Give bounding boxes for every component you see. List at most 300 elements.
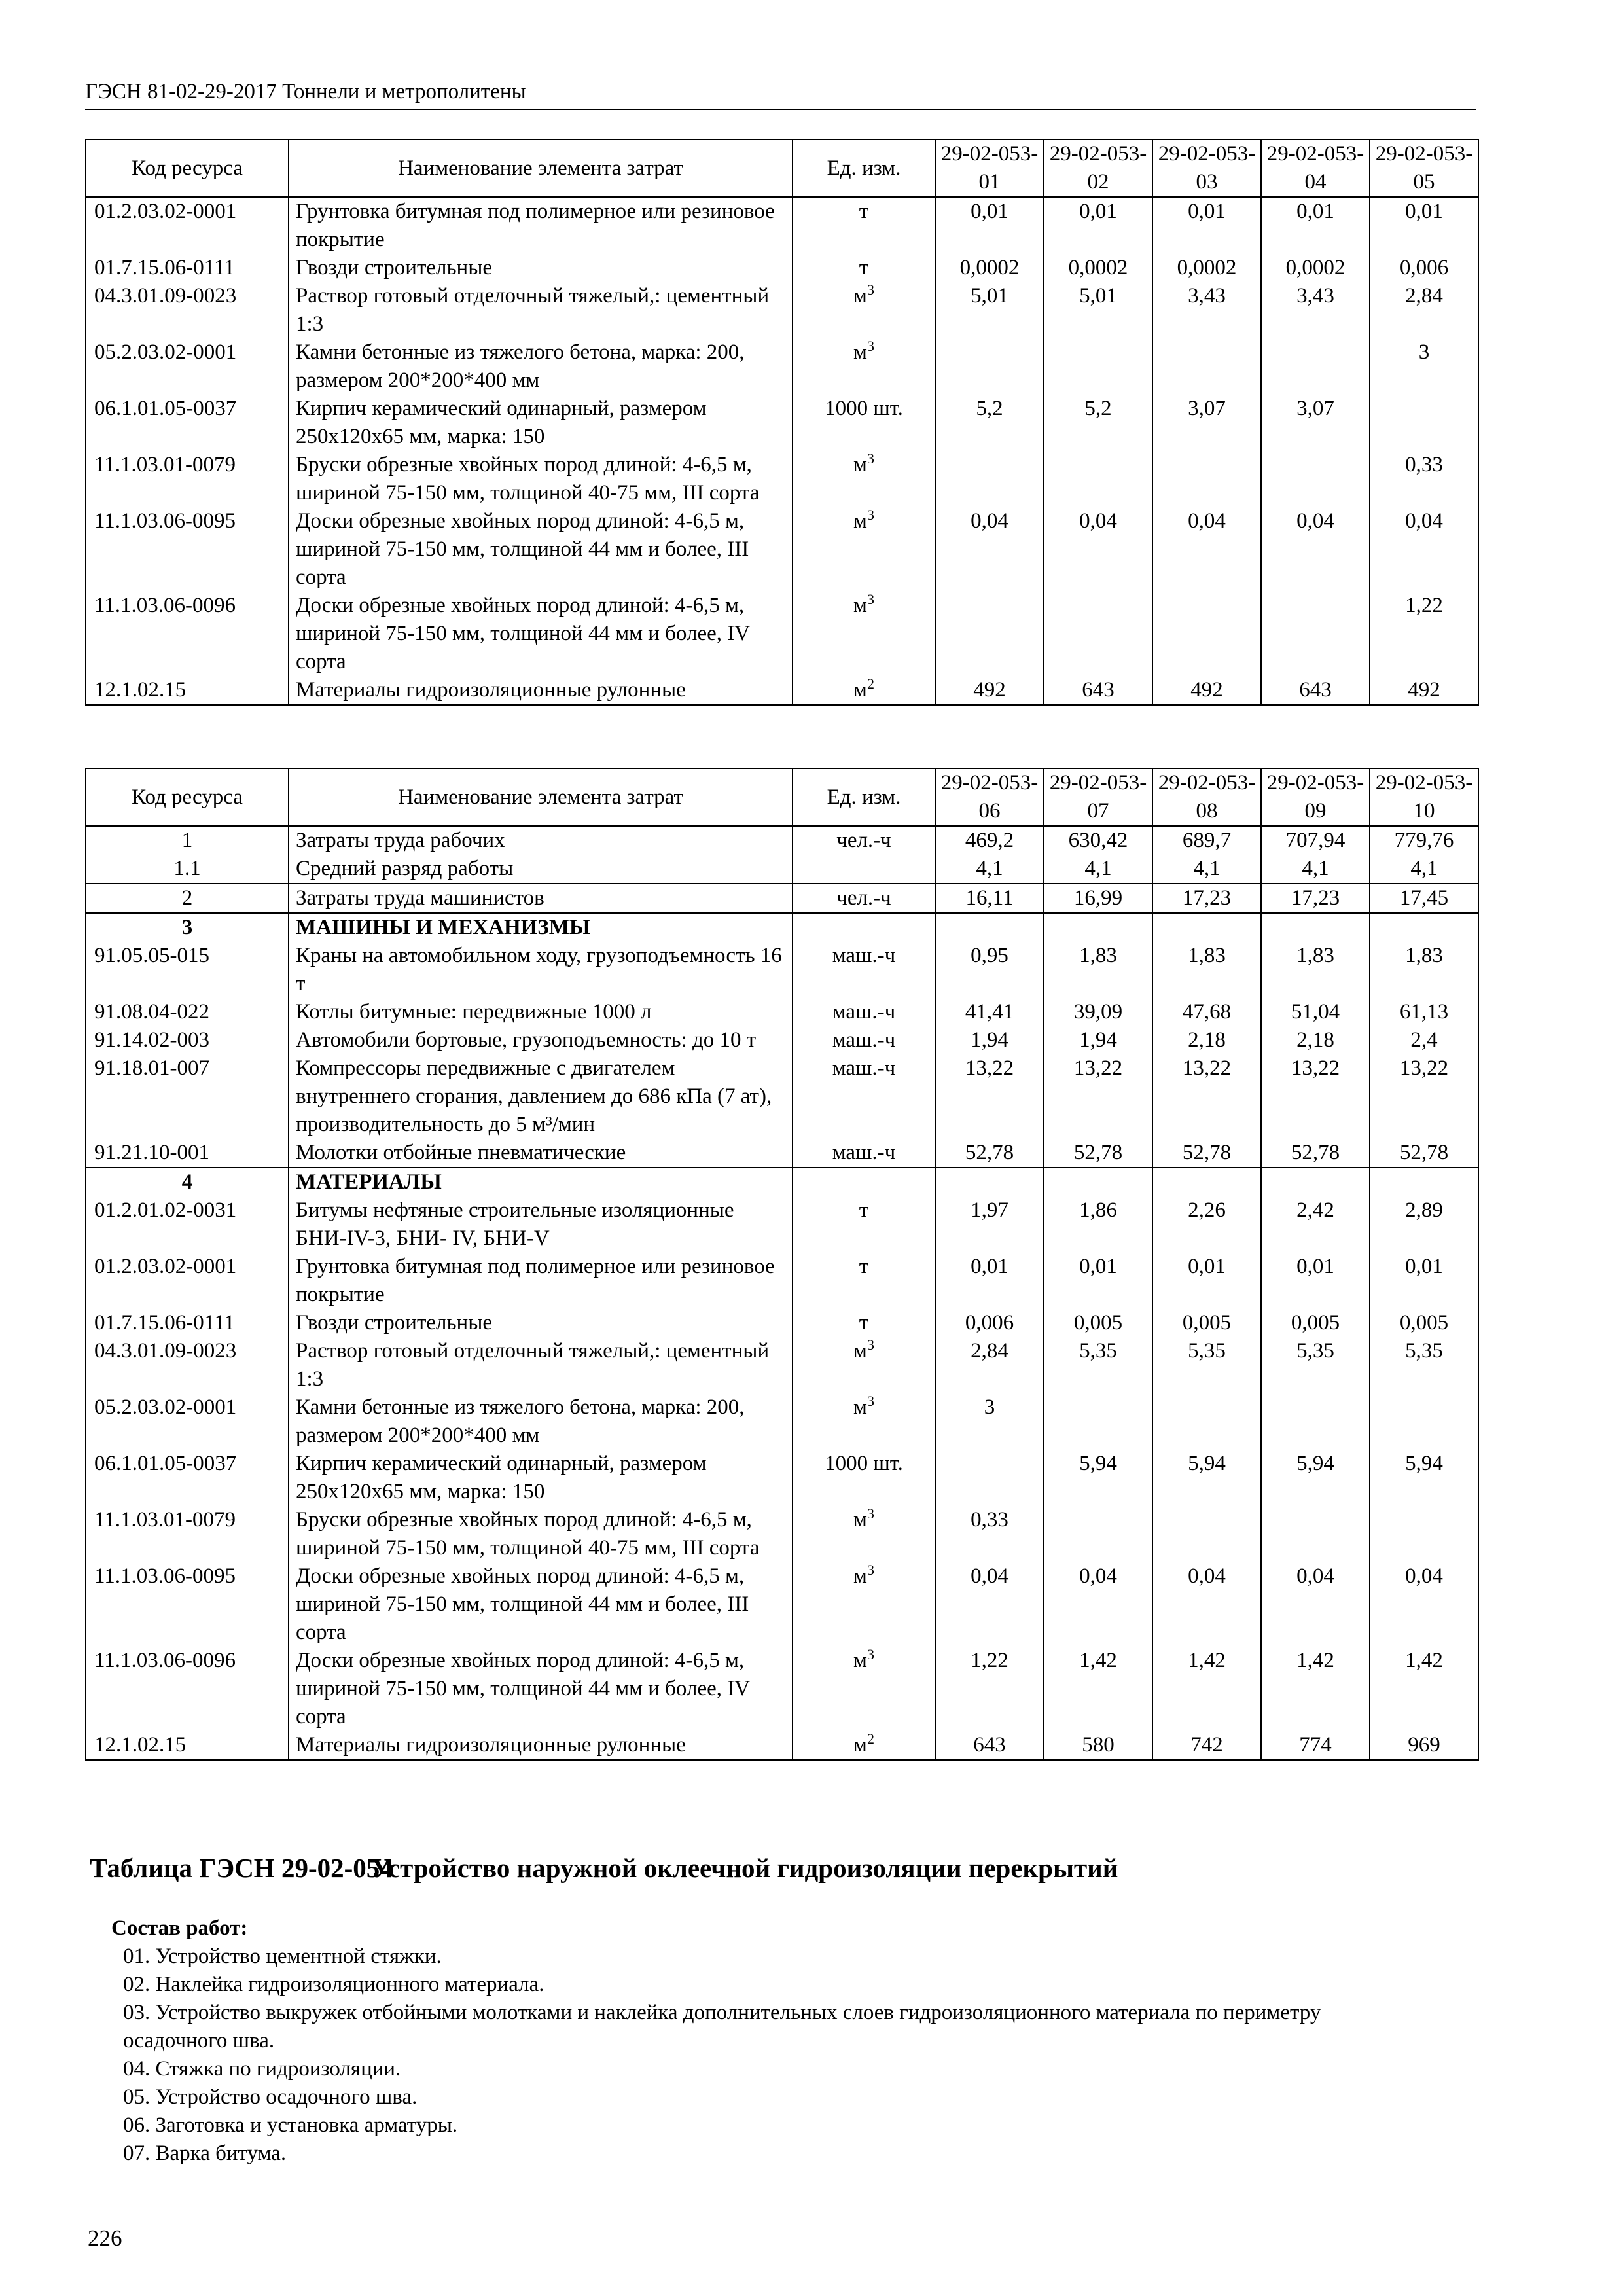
value-cell: 5,94 (1044, 1450, 1152, 1506)
value-cell: 5,94 (1152, 1450, 1261, 1506)
value-cell (935, 451, 1044, 507)
unit-cell (793, 282, 935, 338)
unit-label: м (853, 594, 867, 617)
resource-code: 04.3.01.09-0023 (86, 282, 289, 338)
value-cell: 17,45 (1370, 884, 1478, 913)
table-body (86, 826, 1478, 1760)
resource-code: 05.2.03.02-0001 (86, 1393, 289, 1450)
value-cell: 689,7 (1152, 826, 1261, 855)
unit-cell (793, 1647, 935, 1731)
value-cell: 16,99 (1044, 884, 1152, 913)
value-cell (935, 1450, 1044, 1506)
unit-cell (793, 1309, 935, 1337)
unit-label: м (853, 1649, 867, 1672)
value-cell: 5,01 (935, 282, 1044, 338)
unit-cell (793, 1054, 935, 1139)
value-cell (1152, 1393, 1261, 1450)
unit-cell (793, 1196, 935, 1253)
unit-label: т (859, 1198, 869, 1222)
value-cell (1044, 1393, 1152, 1450)
value-cell: 3 (935, 1393, 1044, 1450)
table-row (86, 395, 1478, 451)
table-row (86, 1054, 1478, 1139)
value-cell: 643 (1261, 676, 1370, 705)
value-cell (1044, 451, 1152, 507)
unit-label: т (859, 1311, 869, 1335)
table-row (86, 507, 1478, 592)
resource-name: Раствор готовый отделочный тяжелый,: цементный 1:3 (289, 282, 793, 338)
unit-exponent: 3 (866, 1646, 874, 1662)
header-code: Код ресурса (86, 768, 289, 826)
unit-cell (793, 1139, 935, 1168)
unit-cell (793, 1506, 935, 1562)
value-cell: 0,01 (1261, 1253, 1370, 1309)
value-cell: 2,18 (1261, 1026, 1370, 1054)
header-name: Наименование элемента затрат (289, 768, 793, 826)
unit-cell (793, 998, 935, 1026)
resource-code: 01.2.03.02-0001 (86, 197, 289, 254)
value-cell: 0,01 (935, 197, 1044, 254)
value-cell: 17,23 (1261, 884, 1370, 913)
resource-name: Затраты труда рабочих (289, 826, 793, 855)
value-cell: 2,84 (1370, 282, 1478, 338)
value-cell: 3,43 (1152, 282, 1261, 338)
table-header-row (86, 139, 1478, 197)
value-cell: 0,04 (935, 1562, 1044, 1647)
unit-cell (793, 592, 935, 676)
value-cell (1044, 1168, 1152, 1196)
table-row (86, 451, 1478, 507)
unit-label: м (853, 509, 867, 533)
table-title (90, 1852, 1118, 1884)
table-row (86, 1139, 1478, 1168)
value-cell: 47,68 (1152, 998, 1261, 1026)
unit-cell (793, 1337, 935, 1393)
resource-code: 91.18.01-007 (86, 1054, 289, 1139)
resource-name: Раствор готовый отделочный тяжелый,: цементный 1:3 (289, 1337, 793, 1393)
value-cell: 52,78 (1044, 1139, 1152, 1168)
value-cell: 1,86 (1044, 1196, 1152, 1253)
value-cell: 13,22 (1152, 1054, 1261, 1139)
value-cell: 3,07 (1152, 395, 1261, 451)
table-row (86, 884, 1478, 913)
value-cell: 52,78 (1370, 1139, 1478, 1168)
resource-name: Бруски обрезные хвойных пород длиной: 4-6,5 м, шириной 75-150 мм, толщиной 40-75 мм, III сорта (289, 1506, 793, 1562)
resource-name: Гвозди строительные (289, 1309, 793, 1337)
value-cell: 707,94 (1261, 826, 1370, 855)
value-cell: 2,89 (1370, 1196, 1478, 1253)
work-item: 06. Заготовка и установка арматуры. (123, 2113, 458, 2137)
resource-code: 05.2.03.02-0001 (86, 338, 289, 395)
work-item: 05. Устройство осадочного шва. (123, 2085, 418, 2109)
table-row (86, 1026, 1478, 1054)
value-cell (1370, 913, 1478, 942)
unit-cell (793, 1562, 935, 1647)
value-cell (1044, 338, 1152, 395)
value-cell: 51,04 (1261, 998, 1370, 1026)
value-cell: 0,0002 (1261, 254, 1370, 282)
resource-name: Материалы гидроизоляционные рулонные (289, 1731, 793, 1760)
resource-name: Кирпич керамический одинарный, размером 250х120х65 мм, марка: 150 (289, 395, 793, 451)
work-item: 01. Устройство цементной стяжки. (123, 1945, 442, 1968)
unit-label: т (859, 1255, 869, 1278)
resource-name: Гвозди строительные (289, 254, 793, 282)
value-cell: 492 (1152, 676, 1261, 705)
unit-cell (793, 1253, 935, 1309)
unit-cell (793, 1731, 935, 1760)
resource-code: 4 (86, 1168, 289, 1196)
resource-name: Автомобили бортовые, грузоподъемность: до 10 т (289, 1026, 793, 1054)
unit-cell (793, 676, 935, 705)
value-cell (1261, 451, 1370, 507)
resource-code: 04.3.01.09-0023 (86, 1337, 289, 1393)
unit-label: м (853, 1395, 867, 1419)
table-row (86, 338, 1478, 395)
value-cell: 13,22 (935, 1054, 1044, 1139)
section-row (86, 1168, 1478, 1196)
header-col: 29-02-053-04 (1261, 139, 1370, 197)
resource-code: 01.7.15.06-0111 (86, 1309, 289, 1337)
value-cell: 41,41 (935, 998, 1044, 1026)
unit-label: чел.-ч (836, 886, 891, 910)
value-cell: 2,42 (1261, 1196, 1370, 1253)
value-cell: 0,005 (1152, 1309, 1261, 1337)
table-row (86, 998, 1478, 1026)
table-caption: Устройство наружной оклеечной гидроизоляции перекрытий (371, 1853, 1118, 1883)
unit-exponent: 3 (866, 1562, 874, 1578)
value-cell (1261, 592, 1370, 676)
value-cell: 0,04 (1370, 507, 1478, 592)
unit-exponent: 3 (866, 1393, 874, 1409)
value-cell: 0,006 (935, 1309, 1044, 1337)
value-cell: 0,04 (1152, 507, 1261, 592)
unit-cell (793, 507, 935, 592)
value-cell (1370, 1506, 1478, 1562)
table-row (86, 855, 1478, 884)
value-cell: 0,01 (1261, 197, 1370, 254)
value-cell (1152, 338, 1261, 395)
value-cell: 643 (935, 1731, 1044, 1760)
table-row (86, 826, 1478, 855)
unit-label: м (853, 1508, 867, 1532)
value-cell: 5,01 (1044, 282, 1152, 338)
value-cell: 52,78 (935, 1139, 1044, 1168)
value-cell: 630,42 (1044, 826, 1152, 855)
value-cell: 1,94 (1044, 1026, 1152, 1054)
resource-code: 01.2.01.02-0031 (86, 1196, 289, 1253)
unit-label: м (853, 453, 867, 476)
value-cell: 742 (1152, 1731, 1261, 1760)
header-code: Код ресурса (86, 139, 289, 197)
value-cell: 0,04 (1261, 1562, 1370, 1647)
value-cell (1152, 592, 1261, 676)
unit-label: 1000 шт. (825, 397, 903, 420)
value-cell: 1,97 (935, 1196, 1044, 1253)
table-row (86, 282, 1478, 338)
value-cell: 5,35 (1370, 1337, 1478, 1393)
value-cell: 5,35 (1044, 1337, 1152, 1393)
resource-code: 11.1.03.06-0095 (86, 1562, 289, 1647)
table-header-row (86, 768, 1478, 826)
value-cell: 774 (1261, 1731, 1370, 1760)
value-cell: 0,04 (1152, 1562, 1261, 1647)
resource-code: 06.1.01.05-0037 (86, 1450, 289, 1506)
table-row (86, 1647, 1478, 1731)
value-cell: 2,26 (1152, 1196, 1261, 1253)
resource-code: 11.1.03.01-0079 (86, 1506, 289, 1562)
value-cell: 13,22 (1370, 1054, 1478, 1139)
unit-label: т (859, 256, 869, 279)
unit-cell (793, 451, 935, 507)
value-cell: 1,22 (935, 1647, 1044, 1731)
unit-label: маш.-ч (832, 1028, 896, 1052)
unit-cell (793, 826, 935, 855)
value-cell: 0,01 (1044, 197, 1152, 254)
value-cell: 1,83 (1044, 942, 1152, 998)
resource-name: Котлы битумные: передвижные 1000 л (289, 998, 793, 1026)
unit-exponent: 3 (866, 338, 874, 354)
value-cell: 3 (1370, 338, 1478, 395)
value-cell (1261, 1393, 1370, 1450)
value-cell (935, 592, 1044, 676)
resource-code: 91.05.05-015 (86, 942, 289, 998)
unit-label: маш.-ч (832, 944, 896, 967)
value-cell: 0,01 (1370, 1253, 1478, 1309)
table-row (86, 1506, 1478, 1562)
header-name: Наименование элемента затрат (289, 139, 793, 197)
table-row (86, 676, 1478, 705)
unit-label: маш.-ч (832, 1000, 896, 1024)
value-cell: 0,04 (1370, 1562, 1478, 1647)
resource-name: Кирпич керамический одинарный, размером 250х120х65 мм, марка: 150 (289, 1450, 793, 1506)
value-cell (1044, 913, 1152, 942)
value-cell (1261, 1506, 1370, 1562)
value-cell: 0,005 (1370, 1309, 1478, 1337)
value-cell: 13,22 (1044, 1054, 1152, 1139)
value-cell: 492 (1370, 676, 1478, 705)
value-cell: 0,005 (1261, 1309, 1370, 1337)
resource-name: Средний разряд работы (289, 855, 793, 884)
unit-exponent: 3 (866, 450, 874, 467)
header-col: 29-02-053-09 (1261, 768, 1370, 826)
value-cell: 469,2 (935, 826, 1044, 855)
value-cell: 52,78 (1261, 1139, 1370, 1168)
value-cell (1044, 1506, 1152, 1562)
header-col: 29-02-053-07 (1044, 768, 1152, 826)
resource-name: Затраты труда машинистов (289, 884, 793, 913)
value-cell: 1,83 (1152, 942, 1261, 998)
value-cell (1370, 395, 1478, 451)
value-cell: 5,35 (1152, 1337, 1261, 1393)
resource-name: Бруски обрезные хвойных пород длиной: 4-6,5 м, шириной 75-150 мм, толщиной 40-75 мм, III сорта (289, 451, 793, 507)
value-cell (935, 913, 1044, 942)
table-row (86, 942, 1478, 998)
value-cell: 0,0002 (935, 254, 1044, 282)
value-cell: 580 (1044, 1731, 1152, 1760)
value-cell: 0,006 (1370, 254, 1478, 282)
resource-code: 11.1.03.06-0096 (86, 592, 289, 676)
work-item: 04. Стяжка по гидроизоляции. (123, 2057, 401, 2081)
value-cell: 0,01 (1152, 197, 1261, 254)
value-cell: 1,83 (1370, 942, 1478, 998)
unit-label: м (853, 1733, 867, 1757)
resource-name: Компрессоры передвижные с двигателем внутреннего сгорания, давлением до 686 кПа (7 ат), производительность до 5 м³/мин (289, 1054, 793, 1139)
unit-label: чел.-ч (836, 829, 891, 852)
unit-cell (793, 197, 935, 254)
header-col: 29-02-053-08 (1152, 768, 1261, 826)
value-cell: 2,4 (1370, 1026, 1478, 1054)
value-cell: 5,94 (1370, 1450, 1478, 1506)
value-cell: 1,83 (1261, 942, 1370, 998)
section-row (86, 913, 1478, 942)
value-cell: 39,09 (1044, 998, 1152, 1026)
resource-name: Камни бетонные из тяжелого бетона, марка: 200, размером 200*200*400 мм (289, 1393, 793, 1450)
value-cell: 13,22 (1261, 1054, 1370, 1139)
value-cell: 4,1 (1370, 855, 1478, 884)
value-cell: 2,18 (1152, 1026, 1261, 1054)
value-cell: 0,04 (1044, 507, 1152, 592)
value-cell: 0,0002 (1152, 254, 1261, 282)
unit-cell (793, 1168, 935, 1196)
resource-name: Доски обрезные хвойных пород длиной: 4-6,5 м, шириной 75-150 мм, толщиной 44 мм и более, III сорта (289, 1562, 793, 1647)
table-body (86, 197, 1478, 705)
value-cell: 4,1 (935, 855, 1044, 884)
unit-cell (793, 942, 935, 998)
unit-exponent: 2 (866, 675, 874, 692)
header-col: 29-02-053-05 (1370, 139, 1478, 197)
resource-name: Молотки отбойные пневматические (289, 1139, 793, 1168)
unit-label: т (859, 200, 869, 223)
value-cell (1152, 1506, 1261, 1562)
resource-name: Битумы нефтяные строительные изоляционные БНИ-IV-3, БНИ- IV, БНИ-V (289, 1196, 793, 1253)
value-cell (935, 1168, 1044, 1196)
unit-cell (793, 913, 935, 942)
table-row (86, 1562, 1478, 1647)
resource-code: 2 (86, 884, 289, 913)
resource-code: 06.1.01.05-0037 (86, 395, 289, 451)
value-cell: 4,1 (1044, 855, 1152, 884)
value-cell: 0,01 (935, 1253, 1044, 1309)
unit-label: маш.-ч (832, 1056, 896, 1080)
resource-code: 91.21.10-001 (86, 1139, 289, 1168)
header-col: 29-02-053-10 (1370, 768, 1478, 826)
unit-cell (793, 254, 935, 282)
value-cell: 0,04 (1044, 1562, 1152, 1647)
value-cell (1261, 1168, 1370, 1196)
value-cell (1370, 1168, 1478, 1196)
resource-code: 1 (86, 826, 289, 855)
resource-name: Краны на автомобильном ходу, грузоподъемность 16 т (289, 942, 793, 998)
table-row (86, 1309, 1478, 1337)
resource-table-053-01-05 (85, 139, 1479, 706)
value-cell: 969 (1370, 1731, 1478, 1760)
value-cell: 4,1 (1261, 855, 1370, 884)
value-cell: 61,13 (1370, 998, 1478, 1026)
resource-code: 11.1.03.06-0095 (86, 507, 289, 592)
table-row (86, 1337, 1478, 1393)
value-cell: 492 (935, 676, 1044, 705)
header-col: 29-02-053-02 (1044, 139, 1152, 197)
value-cell: 0,04 (1261, 507, 1370, 592)
value-cell (1261, 913, 1370, 942)
value-cell (1370, 1393, 1478, 1450)
value-cell: 0,005 (1044, 1309, 1152, 1337)
value-cell: 0,01 (1152, 1253, 1261, 1309)
unit-label: маш.-ч (832, 1141, 896, 1164)
resource-name: Доски обрезные хвойных пород длиной: 4-6,5 м, шириной 75-150 мм, толщиной 44 мм и более, III сорта (289, 507, 793, 592)
value-cell (1152, 1168, 1261, 1196)
value-cell: 0,01 (1044, 1253, 1152, 1309)
unit-label: м (853, 1564, 867, 1588)
value-cell: 52,78 (1152, 1139, 1261, 1168)
unit-cell (793, 338, 935, 395)
resource-code: 91.14.02-003 (86, 1026, 289, 1054)
resource-code: 11.1.03.01-0079 (86, 451, 289, 507)
work-composition (111, 1914, 1420, 2168)
value-cell: 2,84 (935, 1337, 1044, 1393)
unit-exponent: 3 (866, 507, 874, 523)
resource-name: Грунтовка битумная под полимерное или резиновое покрытие (289, 1253, 793, 1309)
work-item: 07. Варка битума. (123, 2142, 287, 2165)
value-cell: 1,42 (1152, 1647, 1261, 1731)
value-cell: 1,94 (935, 1026, 1044, 1054)
unit-label: 1000 шт. (825, 1452, 903, 1475)
value-cell: 5,2 (935, 395, 1044, 451)
value-cell: 0,0002 (1044, 254, 1152, 282)
resource-code: 12.1.02.15 (86, 676, 289, 705)
unit-label: м (853, 1339, 867, 1363)
resource-name: Грунтовка битумная под полимерное или резиновое покрытие (289, 197, 793, 254)
value-cell: 1,22 (1370, 592, 1478, 676)
resource-code: 1.1 (86, 855, 289, 884)
value-cell (1261, 338, 1370, 395)
resource-table-053-06-10 (85, 768, 1479, 1761)
value-cell (935, 338, 1044, 395)
value-cell: 0,33 (935, 1506, 1044, 1562)
value-cell: 5,35 (1261, 1337, 1370, 1393)
unit-exponent: 3 (866, 281, 874, 298)
value-cell (1152, 451, 1261, 507)
value-cell: 16,11 (935, 884, 1044, 913)
unit-cell (793, 884, 935, 913)
table-row (86, 1253, 1478, 1309)
value-cell: 17,23 (1152, 884, 1261, 913)
unit-label: м (853, 284, 867, 308)
resource-name: Доски обрезные хвойных пород длиной: 4-6,5 м, шириной 75-150 мм, толщиной 44 мм и более, IV сорта (289, 592, 793, 676)
table-row (86, 254, 1478, 282)
unit-cell (793, 1026, 935, 1054)
unit-label: м (853, 340, 867, 364)
unit-cell (793, 1393, 935, 1450)
value-cell: 4,1 (1152, 855, 1261, 884)
resource-name: МАШИНЫ И МЕХАНИЗМЫ (289, 913, 793, 942)
value-cell: 1,42 (1044, 1647, 1152, 1731)
unit-exponent: 3 (866, 1505, 874, 1522)
value-cell: 779,76 (1370, 826, 1478, 855)
header-col: 29-02-053-03 (1152, 139, 1261, 197)
unit-cell (793, 395, 935, 451)
value-cell: 5,2 (1044, 395, 1152, 451)
table-row (86, 592, 1478, 676)
resource-code: 12.1.02.15 (86, 1731, 289, 1760)
unit-exponent: 3 (866, 591, 874, 607)
resource-name: Доски обрезные хвойных пород длиной: 4-6,5 м, шириной 75-150 мм, толщиной 44 мм и более, IV сорта (289, 1647, 793, 1731)
work-composition-title: Состав работ: (111, 1916, 248, 1940)
table-row (86, 1393, 1478, 1450)
value-cell: 5,94 (1261, 1450, 1370, 1506)
header-col: 29-02-053-06 (935, 768, 1044, 826)
work-item: 02. Наклейка гидроизоляционного материала. (123, 1973, 544, 1996)
